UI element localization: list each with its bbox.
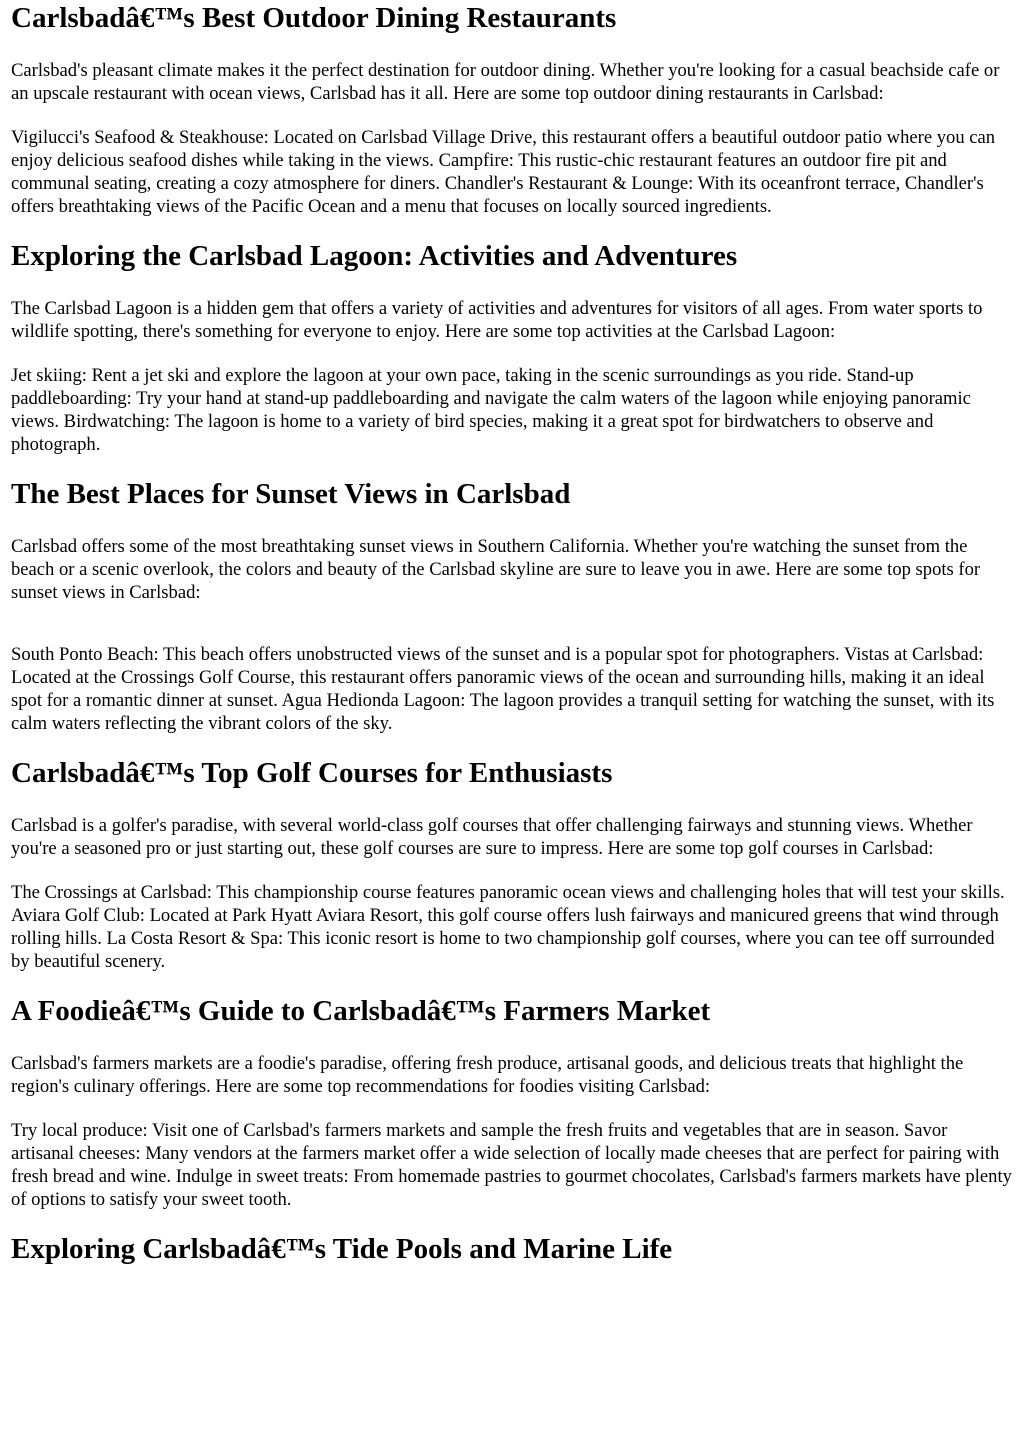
section-heading-sunset: The Best Places for Sunset Views in Carlsbad xyxy=(11,478,571,510)
section-heading-outdoor-dining: Carlsbadâ€™s Best Outdoor Dining Restaurants xyxy=(11,2,617,34)
section-heading-tide-pools: Exploring Carlsbadâ€™s Tide Pools and Marine Life xyxy=(11,1233,673,1265)
section-intro-farmers-market: Carlsbad's farmers markets are a foodie's paradise, offering fresh produce, artisanal goods, and delicious treats that highlight the region's culinary offerings. Here are some top recommendations for foodies visiting Carlsbad: xyxy=(11,1053,964,1097)
section-heading-lagoon: Exploring the Carlsbad Lagoon: Activities and Adventures xyxy=(11,240,738,272)
section-body-golf: The Crossings at Carlsbad: This championship course features panoramic ocean views and challenging holes that will test your skills. Aviara Golf Club: Located at Park Hyatt Aviara Resort, this golf course offers lush fairways and manicured greens that wind through rolling hills. La Costa Resort & Spa: This iconic resort is home to two championship golf courses, where you can tee off surrounded by beautiful scenery. xyxy=(11,882,1005,972)
section-intro-outdoor-dining: Carlsbad's pleasant climate makes it the perfect destination for outdoor dining. Whether you're looking for a casual beachside cafe or an upscale restaurant with ocean views, Carlsbad has it all. Here are some top outdoor dining restaurants in Carlsbad: xyxy=(11,60,1000,104)
article xyxy=(0,1,1024,1266)
section-body-farmers-market: Try local produce: Visit one of Carlsbad's farmers markets and sample the fresh fruits and vegetables that are in season. Savor artisanal cheeses: Many vendors at the farmers market offer a wide selection of locally made cheeses that are perfect for pairing with fresh bread and wine. Indulge in sweet treats: From homemade pastries to gourmet chocolates, Carlsbad's farmers markets have plenty of options to satisfy your sweet tooth. xyxy=(11,1120,1012,1210)
section-heading-farmers-market: A Foodieâ€™s Guide to Carlsbadâ€™s Farmers Market xyxy=(11,995,711,1027)
section-body-sunset: South Ponto Beach: This beach offers unobstructed views of the sunset and is a popular spot for photographers. Vistas at Carlsbad: Located at the Crossings Golf Course, this restaurant offers panoramic views of the ocean and surrounding hills, making it an ideal spot for a romantic dinner at sunset. Agua Hedionda Lagoon: The lagoon provides a tranquil setting for watching the sunset, with its calm waters reflecting the vibrant colors of the sky. xyxy=(11,644,995,734)
section-body-lagoon: Jet skiing: Rent a jet ski and explore the lagoon at your own pace, taking in the scenic surroundings as you ride. Stand-up paddleboarding: Try your hand at stand-up paddleboarding and navigate the calm waters of the lagoon while enjoying panoramic views. Birdwatching: The lagoon is home to a variety of bird species, making it a great spot for birdwatchers to observe and photograph. xyxy=(11,365,971,455)
section-heading-golf: Carlsbadâ€™s Top Golf Courses for Enthusiasts xyxy=(11,757,613,789)
section-intro-sunset: Carlsbad offers some of the most breathtaking sunset views in Southern California. Whether you're watching the sunset from the beach or a scenic overlook, the colors and beauty of the Carlsbad skyline are sure to leave you in awe. Here are some top spots for sunset views in Carlsbad: xyxy=(11,536,981,603)
section-body-outdoor-dining: Vigilucci's Seafood & Steakhouse: Located on Carlsbad Village Drive, this restaurant offers a beautiful outdoor patio where you can enjoy delicious seafood dishes while taking in the views. Campfire: This rustic-chic restaurant features an outdoor fire pit and communal seating, creating a cozy atmosphere for diners. Chandler's Restaurant & Lounge: With its oceanfront terrace, Chandler's offers breathtaking views of the Pacific Ocean and a menu that focuses on locally sourced ingredients. xyxy=(11,127,996,217)
section-intro-lagoon: The Carlsbad Lagoon is a hidden gem that offers a variety of activities and adventures for visitors of all ages. From water sports to wildlife spotting, there's something for everyone to enjoy. Here are some top activities at the Carlsbad Lagoon: xyxy=(11,298,983,342)
section-intro-golf: Carlsbad is a golfer's paradise, with several world-class golf courses that offer challenging fairways and stunning views. Whether you're a seasoned pro or just starting out, these golf courses are sure to impress. Here are some top golf courses in Carlsbad: xyxy=(11,815,973,859)
